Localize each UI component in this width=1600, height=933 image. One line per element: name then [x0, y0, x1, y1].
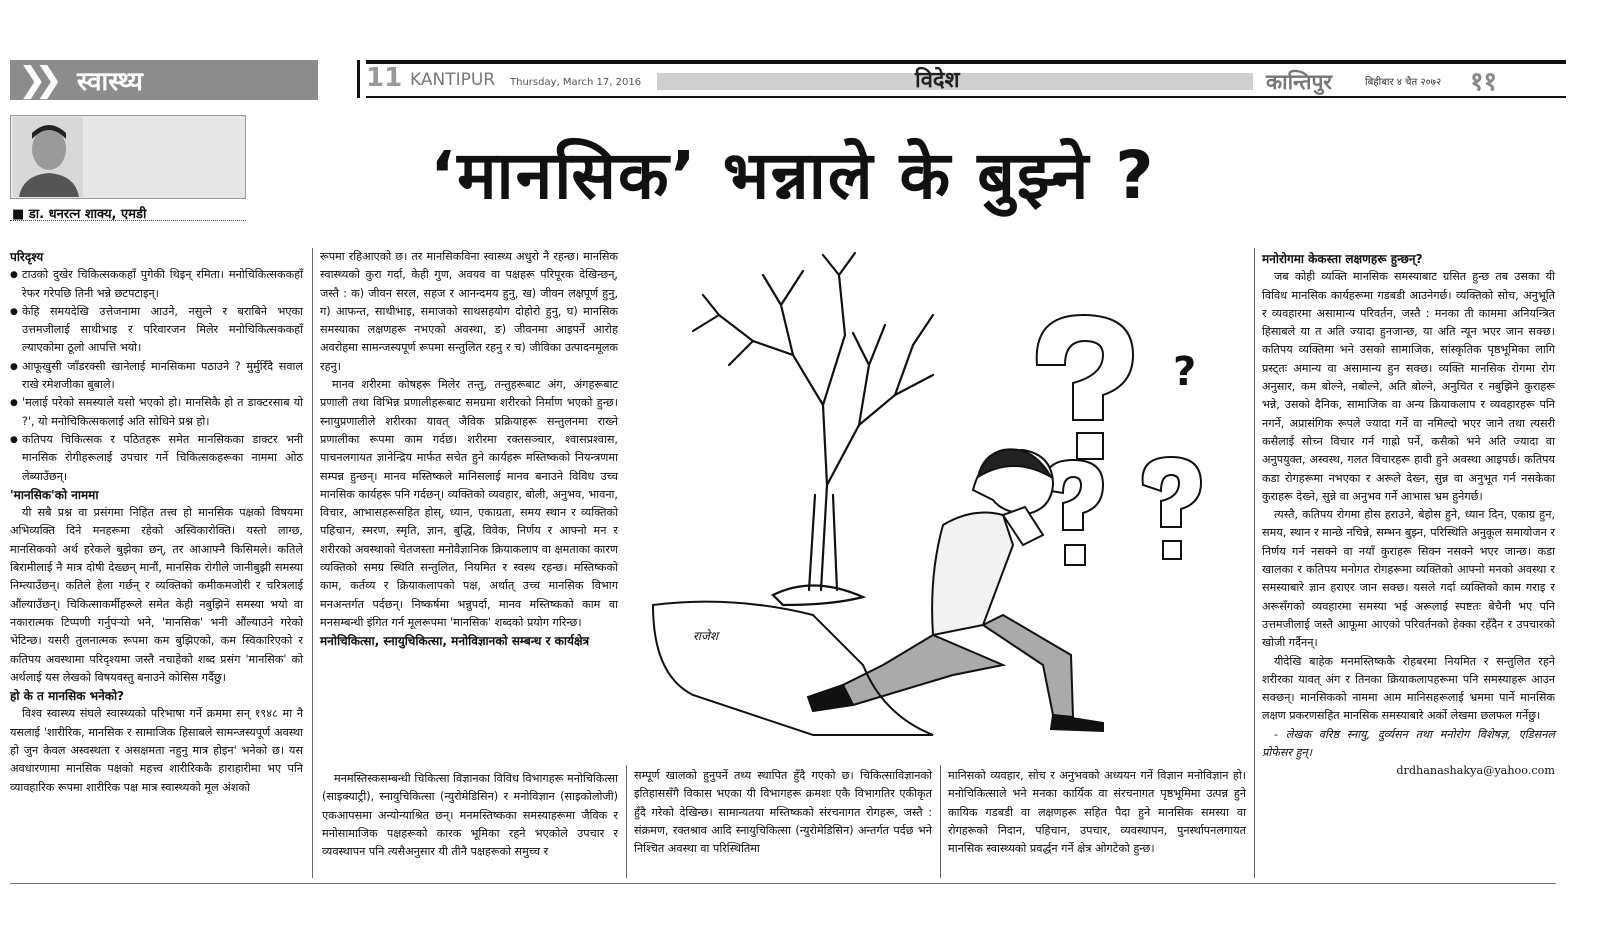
bare-tree-icon	[693, 253, 933, 605]
page-section-title: विदेश	[915, 68, 960, 93]
column-divider	[940, 765, 941, 878]
article-headline: ‘मानसिक’ भन्नाले के बुझ्ने ?	[430, 137, 1156, 214]
paragraph: विश्व स्वास्थ्य संघले स्वास्थ्यको परिभाषा गर्ने क्रममा सन् १९४८ मा नै यसलाई 'शारीरिक, मानसिक र सामाजिक हिसाबले सामन्जस्यपूर्ण अवस्था हो जुन केवल अस्वस्थता र असक्षमता नहुनु मात्र होइन' भनेको छ। यस अवधारणामा मानसिक पक्षको महत्त्व शारीरिककै हाराहारीमा भए पनि व्यावहारिक रूपमा शारीरिक पक्ष मात्र स्वास्थ्यको मूल अंशको	[10, 707, 303, 794]
column-divider	[626, 765, 627, 878]
header-date: Thursday, March 17, 2016	[510, 77, 642, 88]
subheading-name: 'मानसिक'को नाममा	[10, 487, 99, 502]
header-rule-top	[366, 60, 1566, 64]
paragraph: जब कोही व्यक्ति मानसिक समस्याबाट ग्रसित हुन्छ तब उसका यी विविध मानसिक कार्यहरूमा गडबडी आउनेगर्छ। व्यक्तिको सोच, अनुभूति र व्यवहारमा असामान्य परिवर्तन, जस्तै : मनका ती काममा अनियन्त्रित हिसाबले या त अति ज्यादा हुनजान्छ, या अति न्यून भएर जान सक्छ। कतिपय व्यक्तिमा भने उसको सामाजिक, सांस्कृतिक पृष्ठभूमिका लागि प्रस्ट्तः अमान्य वा असामान्य हुन सक्छ। व्यक्ति मानसिक रोगमा रोग अनुसार, कम बोल्ने, नबोल्ने, अति बोल्ने, अनुचित र नबुझिने कुराहरू भन्ने, उसको दैनिक, सामाजिक वा अन्य क्रियाकलाप र व्यवहारहरू पनि नगर्ने, अप्रासंगिक रूपले ज्यादा गर्ने वा नमिल्दो भएर जाने तथा त्यसरी कसैलाई सोच्न विचार गर्न गाह्रो पर्ने, कसैको भने अति ज्यादा वा अनुपयुक्त, अस्वस्थ, गलत विचारहरू हावी हुने अवस्था आइपर्छ। कतिपय कडा रोगहरूमा नभएका र अरूले देख्न, सुन्न वा अनुभूत गर्न नसकेका कुराहरू देख्ने, सुन्ने वा अनुभव गर्ने आभास भ्रम हुनेगर्छ।	[1262, 270, 1555, 503]
nepali-date: बिहीबार ४ चैत २०७२	[1365, 77, 1442, 88]
paragraph: मनमस्तिस्कसम्बन्धी चिकित्सा विज्ञानका विविध विभागहरू मनोचिकित्सा (साइक्याट्री), स्नायुचिकित्सा (न्युरोमेडिसिन) र मनोविज्ञान (साइकोलोजी) एकआपसमा अन्योन्याश्रित छन्। मनमस्तिष्कका समस्याहरूमा जैविक र मनोसामाजिक पक्षहरूको कारक भूमिका रहने भएकोले उपचार र व्यवस्थापन पनि त्यसैअनुसार यी तीनै पक्षहरूको समुच्च र	[322, 772, 618, 859]
subheading-symptoms: मनोरोगमा केकस्ता लक्षणहरू हुन्छन्?	[1262, 252, 1423, 266]
paragraph: मानिसको व्यवहार, सोच र अनुभवको अध्ययन गर्ने विज्ञान मनोविज्ञान हो। मनोचिकित्साले भने मनका कार्यिक वा संरचनागत पृष्ठभूमिमा उत्पन्न हुने कायिक गडबडी वा लक्षणहरू सहित पैदा हुने मानसिक समस्या वा रोगहरूको निदान, पहिचान, उपचार, व्यवस्थापन, पुनर्स्थापनलगायत मानसिक स्वास्थ्यको प्रवर्द्धन गर्ने क्षेत्र ओगटेको हुन्छ।	[948, 769, 1246, 856]
column-divider	[1254, 248, 1255, 878]
chevron-right-icon: ❯❯	[18, 60, 51, 100]
list-item: ● केहि समयदेखि उत्तेजनामा आउने, नसुत्ने र बराबिने भएका उत्तमजीलाई साथीभाइ र परिवारजन मिलेर मनोचिकित्सककहाँ ल्याएकोमा ठूलो आपत्ति भयो।	[10, 303, 303, 358]
paragraph: मानव शरीरमा कोषहरू मिलेर तन्तु, तन्तुहरूबाट अंग, अंगहरूबाट प्रणाली तथा विभिन्न प्रणालीहरूबाट समग्रमा शरीरको निर्माण भएको हुन्छ। स्नायुप्रणालीले शरीरका यावत् जैविक प्रक्रियाहरू सन्तुलनमा राख्ने प्रणालीका रूपमा काम गर्दछ। शरीरमा रक्तसञ्चार, श्वासप्रश्वास, पाचनलगायत ज्ञानेन्द्रिय मार्फत सचेत हुने कार्यहरू मस्तिष्कको नियन्त्रणमा सम्पन्न हुन्छन्। मानव मस्तिष्कले मानिसलाई मानव बनाउने विविध उच्च मानसिक कार्यहरू पनि गर्दछन्। व्यक्तिको व्यवहार, बोली, अनुभव, भावना, विचार, आभासहरूसहित होस्, ध्यान, एकाग्रता, समय स्थान र व्यक्तिको पहिचान, स्मरण, स्मृति, ज्ञान, बुद्धि, विवेक, निर्णय र आफ्नो मन र शरीरको अवस्थाको चेतजस्ता मनोवैज्ञानिक क्रियाकलाप वा क्षमताका कारण व्यक्तिको समग्र स्थिति सन्तुलित, नियमित र स्वस्थ रहन्छ। मस्तिष्कको काम, कर्तव्य र क्रियाकलापको पक्ष, अर्थात् उच्च मानसिक विभाग मनअन्तर्गत पर्दछन्। निष्कर्षमा भन्नुपर्दा, मानव मस्तिष्कको काम वा मनसम्बन्धी इंगित गर्न मूलरूपमा 'मानसिक' शब्दको प्रयोग गरिन्छ।	[320, 378, 618, 629]
subheading-context: परिदृश्य	[10, 250, 44, 264]
scenario-list	[10, 266, 303, 486]
subheading-what: हो के त मानसिक भनेको?	[10, 689, 125, 704]
author-credit: - लेखक वरिष्ठ स्नायु, दुर्व्यसन तथा मनोरोग विशेषज्ञ, एडिसनल प्रोफेसर हुन्।	[1262, 727, 1555, 760]
author-rule	[10, 220, 246, 222]
article-column-2	[320, 248, 618, 651]
author-byline: ■ डा. धनरत्न शाक्य, एमडी	[12, 207, 147, 222]
page-number-nepali: ११	[1470, 67, 1498, 97]
artist-signature: राजेश	[693, 629, 719, 643]
page-number: 11	[366, 63, 403, 93]
avatar	[13, 117, 83, 197]
paragraph: सम्पूर्ण खालको हुनुपर्ने तथ्य स्थापित हुँदै गएको छ। चिकित्साविज्ञानको इतिहाससँगै विकास भएका यी विभागहरू क्रमशः एकै विभागतिर एकीकृत हुँदै गरेको देखिन्छ। सामान्यतया मस्तिष्कको संरचनागत रोगहरू, जस्तै : संक्रमण, रक्तश्राव आदि स्नायुचिकित्सा (न्युरोमेडिसिन) अन्तर्गत पर्दछ भने निश्चित अवस्था वा परिस्थितिमा	[634, 769, 932, 856]
section-title: स्वास्थ्य	[76, 67, 143, 97]
article-column-3	[322, 770, 618, 861]
article-column-4	[634, 767, 932, 858]
nepali-masthead: कान्तिपुर	[1266, 70, 1332, 94]
paragraph: त्यस्तै, कतिपय रोगमा होस हराउने, बेहोस हुने, ध्यान दिन, एकाग्र हुन, समय, स्थान र मान्छे नचिन्ने, सम्भन बुझ्न, परिस्थिति अनुकूल समायोजन र निर्णय गर्न नसक्ने वा नयाँ कुराहरू सिक्न नसक्ने भएर जान्छ। कडा खालका र कतिपय मनोगत रोगहरूमा व्यक्तिको आफ्नो मनको अवस्था र समस्याबारे ज्ञान हराएर जान सक्छ। यसले गर्दा व्यक्तिको काम गराइ र अरूसँगको व्यवहारमा समस्या भई अरूलाई स्पष्टतः बेचैनी भए पनि उत्तमजीलाई जस्तै आफूमा आएको परिवर्तनको हेक्का रहँदैन र उपचारको खोजी गर्दैनन्।	[1262, 508, 1555, 650]
header-rule-bottom	[366, 96, 1566, 98]
cartoon-illustration	[633, 245, 1250, 757]
list-item: ● 'मलाई परेको समस्याले यसो भएको हो। मानसिकै हो त डाक्टरसाब यो ?', यो मनोचिकित्सकलाई अति सोधिने प्रश्न हो।	[10, 394, 303, 431]
list-item: ● कतिपय चिकित्सक र पठितहरू समेत मानसिकका डाक्टर भनी मानसिक रोगीहरूलाई उपचार गर्ने चिकित्सकहरूका नाममा ओठ लेब्याउँछन्।	[10, 431, 303, 486]
paper-name: KANTIPUR	[410, 70, 496, 90]
list-item: ● टाउको दुखेर चिकित्सककहाँ पुगेकी थिइन् रमिता। मनोचिकित्सककहाँ रेफर गरेपछि तिनी भन्ने छटपटाइन्।	[10, 266, 303, 303]
paragraph: रूपमा रहिआएको छ। तर मानसिकविना स्वास्थ्य अधुरो नै रहन्छ। मानसिक स्वास्थ्यको कुरा गर्दा, केही गुण, अवयव वा पक्षहरू परिपूरक देखिन्छन्, जस्तै : क) जीवन सरल, सहज र आनन्दमय हुनु, ख) जीवन लक्षपूर्ण हुनु, ग) आफन्त, साथीभाइ, समाजको साथसहयोग दोहोरो हुनु, घ) मानसिक समस्याका लक्षणहरू नभएको अवस्था, ङ) जीवनमा आइपर्ने आरोह अवरोहमा सामन्जस्यपूर्ण रूपमा सन्तुलित रहनु र च) जीविका उत्पादनमूलक रहनु।	[320, 250, 618, 373]
section-banner	[10, 60, 318, 100]
author-email[interactable]: drdhanashakya@yahoo.com	[1396, 764, 1555, 778]
column-divider	[312, 248, 313, 878]
paragraph: यीदेखि बाहेक मनमस्तिष्ककै रोहबरमा नियमित र सन्तुलित रहने शरीरका यावत् अंग र तिनका क्रियाकलापहरूमा पनि समस्याहरू आउन सक्छन्। मानसिकको नाममा आम मानिसहरूलाई भ्रममा पार्ने मानसिक लक्षण प्रकरणसहित मानसिक समस्याबारे अर्को लेखमा छलफल गर्नेछु।	[1262, 654, 1555, 723]
question-mark-text: ?	[1173, 349, 1197, 395]
article-column-6	[1262, 250, 1555, 781]
author-photo-frame	[10, 115, 246, 199]
article-column-1	[10, 248, 303, 797]
list-item: ● आफूखुसी जाँडरक्सी खानेलाई मानसिकमा पठाउने ? मुर्मुरिँदै सवाल राखे रमेशजीका बुबाले।	[10, 358, 303, 395]
footer-rule	[10, 883, 1556, 884]
subheading-relation: मनोचिकित्सा, स्नायुचिकित्सा, मनोविज्ञानको सम्बन्ध र कार्यक्षेत्र	[320, 634, 590, 649]
header-divider	[357, 60, 360, 98]
article-column-5	[948, 767, 1246, 858]
paragraph: यी सबै प्रश्न वा प्रसंगमा निहित तत्त्व हो मानसिक पक्षको विषयमा अभिव्यक्ति दिने मनहरूमा रहेको अस्विकारोक्ति। यस्तो लाग्छ, मानसिकको अर्थ हरेकले बुझेका छन्, तर आआफ्नै किसिमले। कतिले बिरामीलाई नै मात्र दोषी देख्छन् मानौं, मानसिक रोगीले जानीबुझी समस्या निम्त्याउँछन्। कतिले हेला गर्छन् र व्यक्तिको कमीकमजोरी र चरित्रलाई औंल्याउँछन्। चिकित्साकर्मीहरूले समेत केही नबुझिने समस्या भयो वा नकारात्मक टिप्पणी गर्नुपर्‍यो भने, 'मानसिक' भनी औंल्याउने गरेको भेटिन्छ। यसरी तुलनात्मक रूपमा कम बुझिएको, कम स्विकारिएको र कतिपय अवस्थामा परिदृश्यमा जस्तै नचाहेको शब्द प्रसंग 'मानसिक' को अर्थलाई यस लेखको विषयवस्तु बनाउने कोसिस गर्दैछु।	[10, 506, 303, 684]
